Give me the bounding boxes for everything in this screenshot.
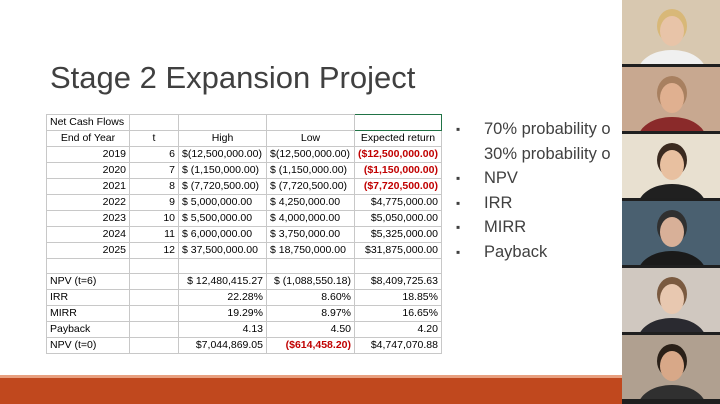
bullet-item — [456, 215, 611, 240]
table-cell[interactable] — [267, 115, 355, 131]
expected-cell[interactable]: $5,325,000.00 — [355, 227, 442, 243]
header-cell[interactable]: Expected return — [355, 131, 442, 147]
participant-video-tile[interactable] — [622, 0, 720, 66]
table-row — [47, 227, 442, 243]
participant-avatar-icon — [622, 335, 720, 401]
participant-avatar-icon — [622, 201, 720, 267]
low-cell[interactable]: 8.60% — [267, 290, 355, 306]
metric-row — [47, 322, 442, 338]
high-cell[interactable]: $ (1,150,000.00) — [179, 163, 267, 179]
low-cell[interactable]: $ 3,750,000.00 — [267, 227, 355, 243]
expected-cell[interactable]: ($1,150,000.00) — [355, 163, 442, 179]
high-cell[interactable]: 22.28% — [179, 290, 267, 306]
bullet-marker-icon: ▪ — [456, 220, 461, 234]
low-cell[interactable]: $ 4,000,000.00 — [267, 211, 355, 227]
table-cell[interactable] — [130, 322, 179, 338]
metric-row — [47, 306, 442, 322]
t-cell[interactable]: 11 — [130, 227, 179, 243]
low-cell[interactable]: $ 4,250,000.00 — [267, 195, 355, 211]
high-cell[interactable]: $ 12,480,415.27 — [179, 274, 267, 290]
bullet-list — [456, 117, 611, 264]
participant-avatar-icon — [622, 67, 720, 133]
bullet-item — [456, 191, 611, 216]
year-cell[interactable]: 2025 — [47, 243, 130, 259]
expected-cell[interactable]: $5,050,000.00 — [355, 211, 442, 227]
table-cell[interactable] — [130, 306, 179, 322]
metric-label-cell[interactable]: Payback — [47, 322, 130, 338]
header-cell[interactable]: t — [130, 131, 179, 147]
participant-video-tile[interactable] — [622, 134, 720, 200]
high-cell[interactable]: $ 6,000,000.00 — [179, 227, 267, 243]
expected-cell[interactable]: ($7,720,500.00) — [355, 179, 442, 195]
t-cell[interactable]: 10 — [130, 211, 179, 227]
spreadsheet-table — [46, 114, 442, 354]
table-label-row — [47, 115, 442, 131]
participant-avatar-icon — [622, 134, 720, 200]
table-cell[interactable] — [355, 259, 442, 274]
participant-video-tile[interactable] — [622, 268, 720, 334]
expected-cell[interactable]: $31,875,000.00 — [355, 243, 442, 259]
expected-cell[interactable]: ($12,500,000.00) — [355, 147, 442, 163]
metric-row — [47, 290, 442, 306]
bullet-marker-icon: ▪ — [456, 171, 461, 185]
table-row — [47, 179, 442, 195]
year-cell[interactable]: 2022 — [47, 195, 130, 211]
high-cell[interactable]: $(12,500,000.00) — [179, 147, 267, 163]
header-cell[interactable]: Low — [267, 131, 355, 147]
t-cell[interactable]: 9 — [130, 195, 179, 211]
expected-cell[interactable]: $8,409,725.63 — [355, 274, 442, 290]
bullet-item — [456, 117, 611, 142]
slide-footer-bar — [0, 378, 720, 404]
table-cell[interactable] — [130, 115, 179, 131]
year-cell[interactable]: 2024 — [47, 227, 130, 243]
low-cell[interactable]: $ (1,150,000.00) — [267, 163, 355, 179]
participant-video-tile[interactable] — [622, 335, 720, 401]
bullet-marker-icon: ▪ — [456, 195, 461, 210]
low-cell[interactable]: $ (1,088,550.18) — [267, 274, 355, 290]
high-cell[interactable]: 4.13 — [179, 322, 267, 338]
table-cell[interactable]: Net Cash Flows — [47, 115, 130, 131]
video-gallery — [622, 0, 720, 404]
year-cell[interactable]: 2023 — [47, 211, 130, 227]
bullet-text: 30% probability o — [484, 144, 611, 163]
header-cell[interactable]: End of Year — [47, 131, 130, 147]
table-cell[interactable] — [179, 259, 267, 274]
participant-video-tile[interactable] — [622, 201, 720, 267]
bullet-text: 70% probability o — [484, 120, 611, 138]
high-cell[interactable]: 19.29% — [179, 306, 267, 322]
expected-cell[interactable]: $4,775,000.00 — [355, 195, 442, 211]
bullet-marker-icon: ▪ — [456, 244, 461, 259]
expected-cell[interactable]: 18.85% — [355, 290, 442, 306]
low-cell[interactable]: 8.97% — [267, 306, 355, 322]
bullet-marker-icon: ▪ — [456, 122, 461, 136]
expected-cell[interactable]: 4.20 — [355, 322, 442, 338]
table-row — [47, 147, 442, 163]
table-header-row — [47, 131, 442, 147]
table-row — [47, 243, 442, 259]
table-cell[interactable] — [130, 259, 179, 274]
metric-label-cell[interactable]: NPV (t=0) — [47, 338, 130, 354]
participant-avatar-icon — [622, 0, 720, 66]
metric-label-cell[interactable]: MIRR — [47, 306, 130, 322]
high-cell[interactable]: $ 5,500,000.00 — [179, 211, 267, 227]
bullet-text: Payback — [484, 242, 548, 261]
table-row — [47, 163, 442, 179]
table-blank-row — [47, 259, 442, 274]
t-cell[interactable]: 7 — [130, 163, 179, 179]
t-cell[interactable]: 12 — [130, 243, 179, 259]
t-cell[interactable]: 8 — [130, 179, 179, 195]
high-cell[interactable]: $ (7,720,500.00) — [179, 179, 267, 195]
high-cell[interactable]: $7,044,869.05 — [179, 338, 267, 354]
table-row — [47, 211, 442, 227]
slide-title: Stage 2 Expansion Project — [50, 60, 416, 95]
table-cell[interactable] — [179, 115, 267, 131]
year-cell[interactable]: 2020 — [47, 163, 130, 179]
bullet-text: NPV — [484, 169, 518, 187]
bullet-item — [456, 240, 611, 265]
table-cell-selected[interactable] — [355, 115, 442, 131]
year-cell[interactable]: 2021 — [47, 179, 130, 195]
bullet-text: IRR — [484, 193, 513, 212]
high-cell[interactable]: $ 5,000,000.00 — [179, 195, 267, 211]
year-cell[interactable]: 2019 — [47, 147, 130, 163]
table-cell[interactable] — [47, 259, 130, 274]
expected-cell[interactable]: 16.65% — [355, 306, 442, 322]
low-cell[interactable]: ($614,458.20) — [267, 338, 355, 354]
metric-row — [47, 274, 442, 290]
t-cell[interactable]: 6 — [130, 147, 179, 163]
low-cell[interactable]: 4.50 — [267, 322, 355, 338]
table-row — [47, 195, 442, 211]
expected-cell[interactable]: $4,747,070.88 — [355, 338, 442, 354]
bullet-item — [456, 166, 611, 191]
table-cell[interactable] — [130, 274, 179, 290]
bullet-text: MIRR — [484, 218, 527, 236]
table-cell[interactable] — [267, 259, 355, 274]
table-cell[interactable] — [130, 338, 179, 354]
metric-label-cell[interactable]: NPV (t=6) — [47, 274, 130, 290]
high-cell[interactable]: $ 37,500,000.00 — [179, 243, 267, 259]
metric-row — [47, 338, 442, 354]
table-cell[interactable] — [130, 290, 179, 306]
low-cell[interactable]: $ (7,720,500.00) — [267, 179, 355, 195]
participant-avatar-icon — [622, 268, 720, 334]
metric-label-cell[interactable]: IRR — [47, 290, 130, 306]
low-cell[interactable]: $ 18,750,000.00 — [267, 243, 355, 259]
low-cell[interactable]: $(12,500,000.00) — [267, 147, 355, 163]
participant-video-tile[interactable] — [622, 67, 720, 133]
bullet-item — [456, 142, 611, 167]
header-cell[interactable]: High — [179, 131, 267, 147]
